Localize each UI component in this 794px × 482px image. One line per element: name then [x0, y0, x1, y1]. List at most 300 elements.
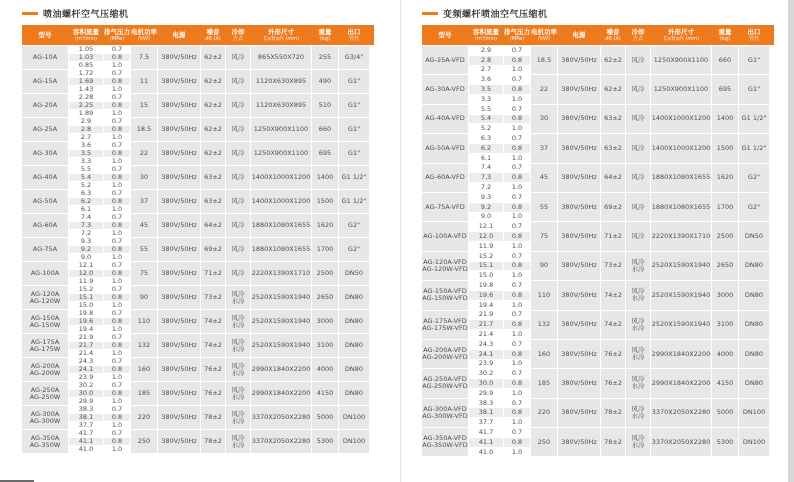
pressure-cell: 1.0	[504, 389, 530, 398]
header-cell: 电机功率 (kW)	[531, 27, 557, 42]
flow-cell: 41.1	[469, 438, 503, 447]
pressure-cell: 0.8	[104, 438, 130, 445]
outlet-cell: DN80	[739, 340, 769, 368]
pressure-cell: 1.0	[504, 242, 530, 251]
flow-cell: 15.0	[69, 302, 103, 309]
outlet-cell: G2"	[339, 214, 369, 237]
weight-cell: 255	[312, 46, 338, 69]
weight-cell: 2500	[712, 222, 738, 250]
supply-cell: 380V/50Hz	[158, 286, 200, 309]
flow-cell: 12.1	[69, 262, 103, 269]
noise-cell: 78±2	[601, 399, 625, 427]
cooling-cell: 风冷	[626, 193, 650, 221]
flow-cell: 5.2	[469, 124, 503, 133]
pressure-cell: 0.7	[504, 193, 530, 202]
pressure-cell: 0.7	[504, 46, 530, 55]
weight-cell: 3000	[712, 281, 738, 309]
pressure-cell: 0.8	[104, 54, 130, 61]
cooling-cell: 风冷 水冷	[226, 358, 250, 381]
header-cell: 冷却 方式	[231, 27, 245, 42]
weight-cell: 1620	[312, 214, 338, 237]
weight-cell: 1700	[712, 193, 738, 221]
supply-cell: 380V/50Hz	[158, 430, 200, 453]
power-cell: 110	[131, 310, 157, 333]
flow-cell: 7.3	[69, 222, 103, 229]
weight-cell: 660	[312, 118, 338, 141]
flow-cell: 21.9	[469, 311, 503, 320]
right-title: 变频螺杆喷油空气压缩机	[443, 9, 548, 20]
pressure-cell: 0.8	[504, 115, 530, 124]
noise-cell: 74±2	[601, 281, 625, 309]
pressure-cell: 0.8	[504, 379, 530, 388]
power-cell: 18.5	[531, 46, 557, 74]
model-cell: AG-75A-VFD	[422, 193, 468, 221]
flow-cell: 24.1	[469, 350, 503, 359]
header-cell: 出口 管径	[747, 27, 761, 42]
pressure-cell: 0.7	[104, 334, 130, 341]
noise-cell: 76±2	[601, 340, 625, 368]
pressure-cell: 0.7	[104, 166, 130, 173]
model-cell: AG-40A-VFD	[422, 105, 468, 133]
pressure-cell: 0.7	[104, 190, 130, 197]
flow-cell: 37.7	[69, 422, 103, 429]
header-cell: 噪音 dB (A)	[605, 27, 621, 42]
flow-cell: 15.1	[469, 262, 503, 271]
pressure-cell: 0.8	[504, 232, 530, 241]
header-cell: 电源	[172, 30, 186, 39]
cooling-cell: 风冷	[226, 238, 250, 261]
weight-cell: 2650	[312, 286, 338, 309]
model-cell: AG-15A	[22, 70, 68, 93]
power-cell: 22	[531, 75, 557, 103]
pressure-cell: 1.0	[104, 230, 130, 237]
flow-cell: 3.5	[69, 150, 103, 157]
cooling-cell: 风冷 水冷	[626, 369, 650, 397]
flow-cell: 15.2	[469, 252, 503, 261]
flow-cell: 30.0	[69, 390, 103, 397]
cooling-cell: 风冷	[626, 46, 650, 74]
weight-cell: 1620	[712, 164, 738, 192]
model-cell: AG-10A	[22, 46, 68, 69]
flow-cell: 2.7	[469, 66, 503, 75]
dims-cell: 2990X1840X2200	[251, 382, 311, 405]
supply-cell: 380V/50Hz	[558, 75, 600, 103]
dims-cell: 1250X900X1100	[251, 118, 311, 141]
flow-cell: 21.4	[69, 350, 103, 357]
noise-cell: 63±2	[201, 190, 225, 213]
noise-cell: 62±2	[201, 118, 225, 141]
outlet-cell: G1"	[739, 75, 769, 103]
title-dash-icon	[422, 12, 438, 15]
power-cell: 160	[531, 340, 557, 368]
power-cell: 185	[131, 382, 157, 405]
outlet-cell: G1"	[339, 142, 369, 165]
noise-cell: 74±2	[601, 311, 625, 339]
cooling-cell: 风冷	[226, 190, 250, 213]
supply-cell: 380V/50Hz	[558, 105, 600, 133]
flow-cell: 7.3	[469, 173, 503, 182]
supply-cell: 380V/50Hz	[558, 340, 600, 368]
flow-cell: 9.3	[469, 193, 503, 202]
flow-cell: 5.5	[469, 105, 503, 114]
noise-cell: 62±2	[201, 46, 225, 69]
flow-cell: 2.7	[69, 134, 103, 141]
pressure-cell: 1.0	[104, 326, 130, 333]
flow-cell: 30.2	[469, 369, 503, 378]
header-cell: 外形尺寸 长x宽x高 (mm)	[262, 27, 300, 42]
power-cell: 15	[131, 94, 157, 117]
supply-cell: 380V/50Hz	[558, 193, 600, 221]
pressure-cell: 1.0	[504, 301, 530, 310]
pressure-cell: 0.7	[104, 94, 130, 101]
flow-cell: 2.8	[69, 126, 103, 133]
flow-cell: 7.2	[69, 230, 103, 237]
cooling-cell: 风冷 水冷	[626, 428, 650, 456]
flow-cell: 37.7	[469, 418, 503, 427]
pressure-cell: 0.8	[504, 320, 530, 329]
pressure-cell: 0.7	[504, 105, 530, 114]
flow-cell: 2.9	[469, 46, 503, 55]
outlet-cell: DN80	[739, 281, 769, 309]
pressure-cell: 0.7	[504, 428, 530, 437]
pressure-cell: 0.8	[104, 126, 130, 133]
supply-cell: 380V/50Hz	[558, 252, 600, 280]
model-cell: AG-20A	[22, 94, 68, 117]
pressure-cell: 0.8	[504, 85, 530, 94]
pressure-cell: 0.7	[104, 46, 130, 53]
header-cell: 电机功率 (kW)	[131, 27, 157, 42]
supply-cell: 380V/50Hz	[558, 311, 600, 339]
flow-cell: 41.0	[69, 446, 103, 453]
flow-cell: 0.85	[69, 62, 103, 69]
header-cell: 排气压力 (MPa)	[504, 27, 530, 42]
flow-cell: 5.5	[69, 166, 103, 173]
flow-cell: 9.3	[69, 238, 103, 245]
pressure-cell: 1.0	[104, 158, 130, 165]
pressure-cell: 1.0	[104, 206, 130, 213]
pressure-cell: 0.7	[104, 118, 130, 125]
pressure-cell: 0.7	[104, 262, 130, 269]
outlet-cell: DN80	[339, 382, 369, 405]
cooling-cell: 风冷 水冷	[226, 310, 250, 333]
model-cell: AG-25A-VFD	[422, 46, 468, 74]
weight-cell: 4000	[712, 340, 738, 368]
pressure-cell: 0.8	[104, 102, 130, 109]
pressure-cell: 0.7	[104, 358, 130, 365]
pressure-cell: 0.7	[504, 222, 530, 231]
dims-cell: 1400X1000X1200	[651, 105, 711, 133]
flow-cell: 41.0	[469, 448, 503, 457]
outlet-cell: G1 1/2"	[739, 134, 769, 162]
noise-cell: 78±2	[601, 428, 625, 456]
header-cell: 冷却 方式	[631, 27, 645, 42]
noise-cell: 64±2	[601, 164, 625, 192]
flow-cell: 21.7	[469, 320, 503, 329]
model-cell: AG-75A	[22, 238, 68, 261]
pressure-cell: 1.0	[504, 271, 530, 280]
cooling-cell: 风冷	[226, 262, 250, 285]
outlet-cell: DN80	[739, 369, 769, 397]
weight-cell: 4150	[312, 382, 338, 405]
power-cell: 90	[531, 252, 557, 280]
supply-cell: 380V/50Hz	[158, 70, 200, 93]
pressure-cell: 0.7	[104, 406, 130, 413]
model-cell: AG-150A AG-150W	[22, 310, 68, 333]
supply-cell: 380V/50Hz	[158, 358, 200, 381]
flow-cell: 7.4	[469, 164, 503, 173]
model-cell: AG-30A-VFD	[422, 75, 468, 103]
flow-cell: 30.0	[469, 379, 503, 388]
power-cell: 55	[531, 193, 557, 221]
noise-cell: 73±2	[201, 286, 225, 309]
outlet-cell: DN100	[739, 428, 769, 456]
noise-cell: 63±2	[601, 105, 625, 133]
flow-cell: 9.0	[469, 213, 503, 222]
flow-cell: 15.0	[469, 271, 503, 280]
noise-cell: 69±2	[601, 193, 625, 221]
dims-cell: 2520X1590X1940	[251, 310, 311, 333]
pressure-cell: 0.8	[504, 408, 530, 417]
pressure-cell: 0.8	[104, 150, 130, 157]
outlet-cell: G1 1/2"	[739, 105, 769, 133]
supply-cell: 380V/50Hz	[158, 382, 200, 405]
flow-cell: 2.9	[69, 118, 103, 125]
outlet-cell: DN50	[739, 222, 769, 250]
flow-cell: 1.72	[69, 70, 103, 77]
cooling-cell: 风冷	[226, 46, 250, 69]
flow-cell: 41.7	[469, 428, 503, 437]
pressure-cell: 0.8	[104, 270, 130, 277]
flow-cell: 6.2	[69, 198, 103, 205]
power-cell: 55	[131, 238, 157, 261]
supply-cell: 380V/50Hz	[158, 142, 200, 165]
pressure-cell: 1.0	[104, 302, 130, 309]
flow-cell: 3.3	[469, 95, 503, 104]
power-cell: 250	[531, 428, 557, 456]
flow-cell: 23.9	[69, 374, 103, 381]
pressure-cell: 1.0	[104, 398, 130, 405]
right-spec-table	[422, 25, 769, 456]
header-cell: 排气压力 (MPa)	[104, 27, 130, 42]
header-cell: 重量 (kg)	[318, 27, 332, 42]
power-cell: 30	[131, 166, 157, 189]
pressure-cell: 0.7	[104, 142, 130, 149]
pressure-cell: 0.8	[104, 294, 130, 301]
weight-cell: 4000	[312, 358, 338, 381]
pressure-cell: 0.8	[504, 56, 530, 65]
power-cell: 220	[531, 399, 557, 427]
outlet-cell: G3/4"	[339, 46, 369, 69]
cooling-cell: 风冷	[226, 142, 250, 165]
dims-cell: 2520X1590X1940	[651, 311, 711, 339]
pressure-cell: 0.7	[104, 286, 130, 293]
dims-cell: 1250X900X1100	[651, 46, 711, 74]
outlet-cell: DN80	[339, 310, 369, 333]
pressure-cell: 0.8	[104, 366, 130, 373]
flow-cell: 15.2	[69, 286, 103, 293]
model-cell: AG-200A AG-200W	[22, 358, 68, 381]
dims-cell: 1120X630X895	[251, 94, 311, 117]
noise-cell: 62±2	[601, 75, 625, 103]
pressure-cell: 1.0	[504, 418, 530, 427]
noise-cell: 71±2	[601, 222, 625, 250]
pressure-cell: 1.0	[104, 278, 130, 285]
noise-cell: 76±2	[201, 358, 225, 381]
supply-cell: 380V/50Hz	[158, 334, 200, 357]
pressure-cell: 0.8	[104, 78, 130, 85]
supply-cell: 380V/50Hz	[558, 164, 600, 192]
model-cell: AG-300A AG-300W	[22, 406, 68, 429]
outlet-cell: G1 1/2"	[339, 166, 369, 189]
left-table-wrap	[22, 25, 374, 453]
pressure-cell: 1.0	[504, 448, 530, 457]
flow-cell: 30.2	[69, 382, 103, 389]
outlet-cell: G2"	[339, 238, 369, 261]
power-cell: 37	[531, 134, 557, 162]
supply-cell: 380V/50Hz	[158, 214, 200, 237]
dims-cell: 3370X2050X2280	[651, 399, 711, 427]
header-cell: 容积流量 (m³/min)	[73, 27, 99, 42]
flow-cell: 24.3	[69, 358, 103, 365]
outlet-cell: DN100	[339, 430, 369, 453]
cooling-cell: 风冷	[626, 75, 650, 103]
left-title: 喷油螺杆空气压缩机	[43, 9, 129, 20]
pressure-cell: 0.7	[104, 310, 130, 317]
header-cell: 电源	[572, 30, 586, 39]
model-cell: AG-350A-VFD AG-350W-VFD	[422, 428, 468, 456]
dims-cell: 2990X1840X2200	[251, 358, 311, 381]
flow-cell: 41.7	[69, 430, 103, 437]
cooling-cell: 风冷 水冷	[226, 430, 250, 453]
pressure-cell: 0.7	[104, 70, 130, 77]
pressure-cell: 0.8	[104, 246, 130, 253]
power-cell: 110	[531, 281, 557, 309]
dims-cell: 2520X1590X1940	[251, 286, 311, 309]
outlet-cell: G1"	[339, 118, 369, 141]
cooling-cell: 风冷 水冷	[226, 334, 250, 357]
pressure-cell: 1.0	[504, 330, 530, 339]
noise-cell: 64±2	[201, 214, 225, 237]
dims-cell: 2520X1590X1940	[251, 334, 311, 357]
power-cell: 132	[531, 311, 557, 339]
flow-cell: 21.7	[69, 342, 103, 349]
pressure-cell: 1.0	[104, 62, 130, 69]
flow-cell: 11.9	[69, 278, 103, 285]
outlet-cell: DN50	[339, 262, 369, 285]
noise-cell: 69±2	[201, 238, 225, 261]
model-cell: AG-30A	[22, 142, 68, 165]
outlet-cell: DN80	[339, 358, 369, 381]
noise-cell: 73±2	[601, 252, 625, 280]
header-cell: 容积流量 (m³/min)	[473, 27, 499, 42]
dims-cell: 1880X1080X1655	[651, 193, 711, 221]
flow-cell: 7.2	[469, 183, 503, 192]
flow-cell: 15.1	[69, 294, 103, 301]
model-cell: AG-175A AG-175W	[22, 334, 68, 357]
dims-cell: 1880X1080X1655	[251, 238, 311, 261]
power-cell: 160	[131, 358, 157, 381]
cooling-cell: 风冷 水冷	[626, 252, 650, 280]
model-cell: AG-40A	[22, 166, 68, 189]
weight-cell: 660	[712, 46, 738, 74]
model-cell: AG-250A AG-250W	[22, 382, 68, 405]
cooling-cell: 风冷 水冷	[226, 286, 250, 309]
pressure-cell: 0.7	[504, 340, 530, 349]
outlet-cell: DN100	[739, 399, 769, 427]
power-cell: 18.5	[131, 118, 157, 141]
power-cell: 250	[131, 430, 157, 453]
weight-cell: 490	[312, 70, 338, 93]
outlet-cell: DN80	[339, 334, 369, 357]
dims-cell: 1250X900X1100	[251, 142, 311, 165]
supply-cell: 380V/50Hz	[158, 94, 200, 117]
flow-cell: 5.2	[69, 182, 103, 189]
dims-cell: 1400X1000X1200	[251, 190, 311, 213]
cooling-cell: 风冷	[226, 214, 250, 237]
model-cell: AG-120A AG-120W	[22, 286, 68, 309]
flow-cell: 1.43	[69, 86, 103, 93]
flow-cell: 19.8	[469, 281, 503, 290]
pressure-cell: 1.0	[104, 254, 130, 261]
supply-cell: 380V/50Hz	[158, 310, 200, 333]
noise-cell: 63±2	[601, 134, 625, 162]
pressure-cell: 0.8	[104, 390, 130, 397]
flow-cell: 2.25	[69, 102, 103, 109]
power-cell: 45	[531, 164, 557, 192]
weight-cell: 3000	[312, 310, 338, 333]
flow-cell: 3.5	[469, 85, 503, 94]
weight-cell: 695	[712, 75, 738, 103]
pressure-cell: 0.7	[504, 399, 530, 408]
weight-cell: 1500	[312, 190, 338, 213]
flow-cell: 11.9	[469, 242, 503, 251]
weight-cell: 2650	[712, 252, 738, 280]
noise-cell: 62±2	[601, 46, 625, 74]
pressure-cell: 0.7	[504, 164, 530, 173]
power-cell: 37	[131, 190, 157, 213]
weight-cell: 1400	[312, 166, 338, 189]
dims-cell: 2520X1590X1940	[651, 281, 711, 309]
flow-cell: 23.9	[469, 360, 503, 369]
power-cell: 90	[131, 286, 157, 309]
model-cell: AG-25A	[22, 118, 68, 141]
flow-cell: 9.2	[469, 203, 503, 212]
outlet-cell: DN80	[739, 252, 769, 280]
supply-cell: 380V/50Hz	[158, 406, 200, 429]
right-edge-strip	[788, 0, 794, 482]
pressure-cell: 0.8	[104, 174, 130, 181]
pressure-cell: 0.7	[104, 214, 130, 221]
outlet-cell: G1 1/2"	[339, 190, 369, 213]
model-cell: AG-150A-VFD AG-150W-VFD	[422, 281, 468, 309]
model-cell: AG-300A-VFD AG-300W-VFD	[422, 399, 468, 427]
flow-cell: 6.1	[469, 154, 503, 163]
outlet-cell: G1"	[339, 70, 369, 93]
outlet-cell: G2"	[739, 164, 769, 192]
pressure-cell: 0.8	[504, 173, 530, 182]
supply-cell: 380V/50Hz	[558, 134, 600, 162]
flow-cell: 1.69	[69, 78, 103, 85]
flow-cell: 12.1	[469, 222, 503, 231]
flow-cell: 19.4	[469, 301, 503, 310]
flow-cell: 24.1	[69, 366, 103, 373]
dims-cell: 2220X1390X1710	[651, 222, 711, 250]
model-cell: AG-100A-VFD	[422, 222, 468, 250]
weight-cell: 5300	[712, 428, 738, 456]
model-cell: AG-350A AG-350W	[22, 430, 68, 453]
pressure-cell: 0.7	[104, 430, 130, 437]
dims-cell: 3370X2050X2280	[251, 406, 311, 429]
